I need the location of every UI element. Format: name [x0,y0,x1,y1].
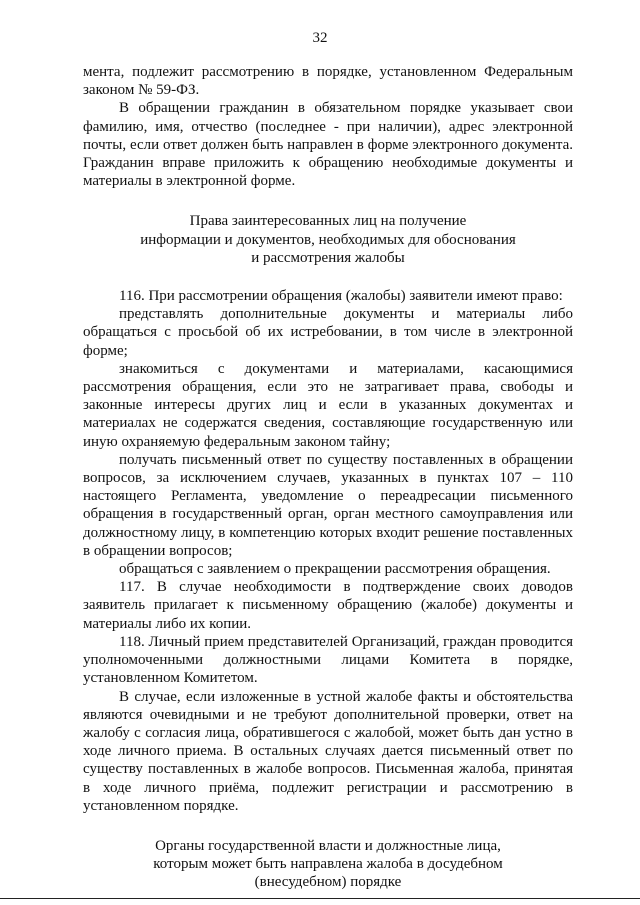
heading-line: которым может быть направлена жалоба в досудебном [153,856,503,873]
paragraph: В случае, если изложенные в устной жалобе факты и обстоятельства являются очевидными и не требуют дополнительной проверки, ответ на жалобу с согласия лица, обратившегося с жалобой, может быть дан устно в ходе личного приема. В остальных случаях дается письменный ответ по существу поставленных в жалобе вопросов. Письменная жалоба, принятая в ходе личного приёма, подлежит регистрации и рассмотрению в установленном порядке. [83,688,573,814]
paragraph: знакомиться с документами и материалами, касающимися рассмотрения обращения, если это не затрагивает права, свободы и законные интересы других лиц и если в указанных документах и материалах не содержатся сведения, составляющие государственную или иную охраняемую федеральным законом тайну; [83,360,573,450]
heading-line: информации и документов, необходимых для обоснования [140,231,516,248]
paragraph: 118. Личный прием представителей Организаций, граждан проводится уполномоченными должностными лицами Комитета в порядке, установленном Комитетом. [83,633,573,687]
paragraph: получать письменный ответ по существу поставленных в обращении вопросов, за исключением случаев, указанных в пунктах 107 – 110 настоящего Регламента, уведомление о переадресации письменного обращения в государственный орган, орган местного самоуправления или должностному лицу, в компетенцию которых входит решение поставленных в обращении вопросов; [83,451,573,559]
paragraph: 117. В случае необходимости в подтверждение своих доводов заявитель прилагает к письменному обращению (жалобе) документы и материалы либо их копии. [83,579,573,632]
document-body [83,63,573,892]
page-number: 32 [312,30,328,46]
scan-edge-line [0,898,640,899]
section-heading [83,212,573,267]
heading-line: Права заинтересованных лиц на получение [189,213,467,230]
heading-line: Органы государственной власти и должностные лица, [155,837,501,854]
paragraph: обращаться с заявлением о прекращении рассмотрения обращения. [119,561,551,578]
paragraph: 116. При рассмотрении обращения (жалобы) заявители имеют право: [119,288,563,305]
section-heading [83,837,573,892]
paragraph: В обращении гражданин в обязательном порядке указывает свои фамилию, имя, отчество (последнее - при наличии), адрес электронной почты, если ответ должен быть направлен в форме электронного документа. Гражданин вправе приложить к обращению необходимые документы и материалы в электронной форме. [83,100,573,190]
heading-line: (внесудебном) порядке [254,874,402,891]
paragraph: мента, подлежит рассмотрению в порядке, установленном Федеральным законом № 59-ФЗ. [83,64,573,99]
heading-line: и рассмотрения жалобы [251,249,405,266]
paragraph: представлять дополнительные документы и материалы либо обращаться с просьбой об их истребовании, в том числе в электронной форме; [83,306,573,359]
